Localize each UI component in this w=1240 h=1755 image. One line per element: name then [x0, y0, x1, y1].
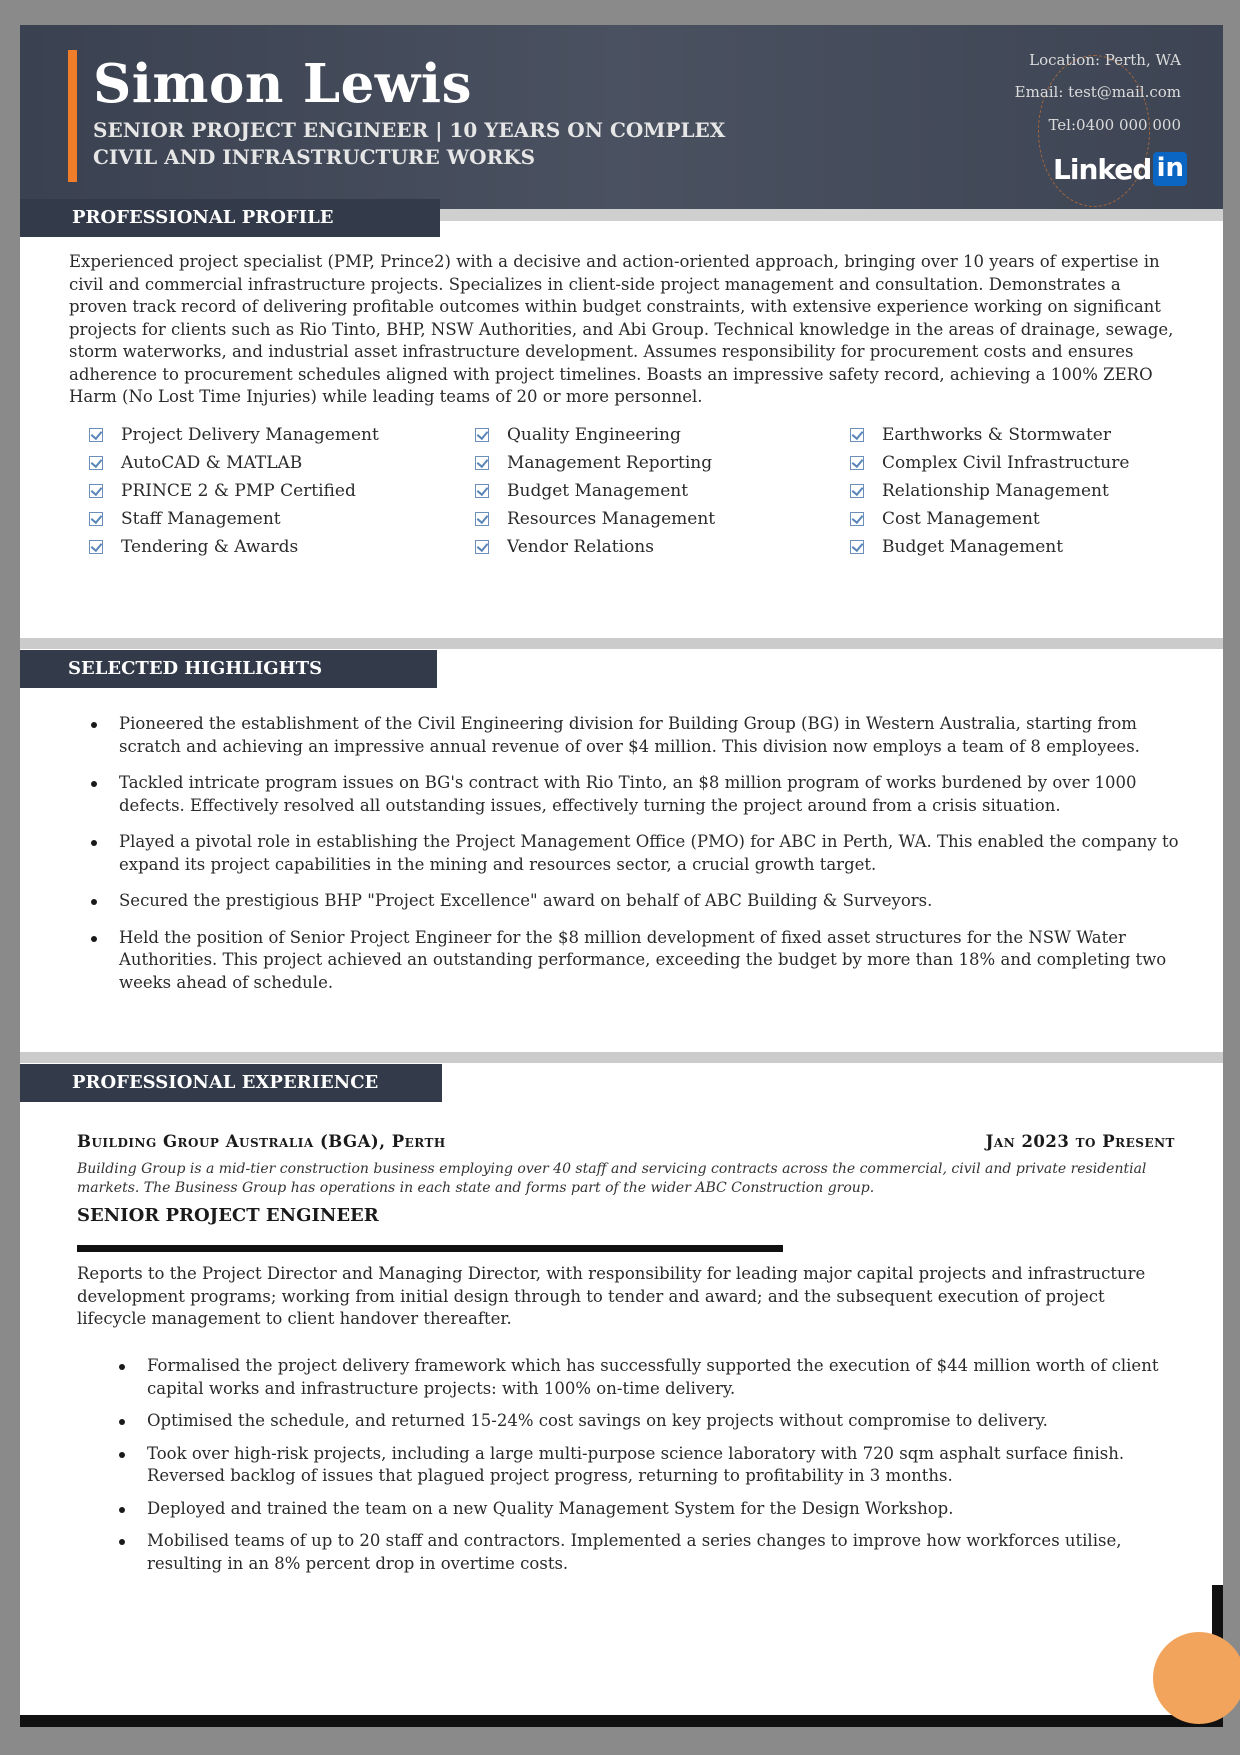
section-heading-experience: PROFESSIONAL EXPERIENCE — [20, 1064, 442, 1102]
company-description: Building Group is a mid-tier construction business employing over 40 staff and servicing contracts across the commercial, civil and private residential markets. The Business Group has operations in each state and forms part of the wider ABC Construction group. — [77, 1161, 1147, 1196]
skills-grid — [89, 423, 1169, 559]
skill-item — [475, 507, 850, 531]
profile-summary: Experienced project specialist (PMP, Prince2) with a decisive and action-oriented approach, bringing over 10 years of expertise in civil and commercial infrastructure projects. Specializes in client-side project management and consultation. Demonstrates a proven track record of delivering profitable outcomes within budget constraints, with extensive experience working on significant projects for clients such as Rio Tinto, BHP, NSW Authorities, and Abi Group. Technical knowledge in the areas of drainage, sewage, storm waterworks, and industrial asset infrastructure development. Assumes responsibility for procurement costs and ensures adherence to procurement schedules aligned with project timelines. Boasts an impressive safety record, achieving a 100% ZERO Harm (No Lost Time Injuries) while leading teams of 20 or more personnel. — [69, 252, 1174, 406]
skill-label: Resources Management — [507, 509, 716, 529]
skill-item — [475, 423, 850, 447]
skill-label: Vendor Relations — [507, 537, 654, 557]
checkbox-icon — [89, 456, 103, 470]
candidate-name: Simon Lewis — [93, 53, 472, 115]
checkbox-icon — [89, 428, 103, 442]
skill-item — [475, 451, 850, 475]
job-title-underline — [77, 1245, 783, 1252]
skill-item — [475, 479, 850, 503]
linkedin-logo-box: in — [1153, 152, 1187, 186]
checkbox-icon — [850, 456, 864, 470]
skill-label: Quality Engineering — [507, 425, 681, 445]
checkbox-icon — [475, 512, 489, 526]
skill-item — [475, 535, 850, 559]
contact-email[interactable]: Email: test@mail.com — [1014, 83, 1181, 101]
checkbox-icon — [850, 512, 864, 526]
accent-bar — [68, 50, 77, 182]
skill-label: Staff Management — [121, 509, 281, 529]
decorative-bottom-bar — [20, 1715, 1223, 1727]
skill-item — [89, 423, 475, 447]
candidate-title: SENIOR PROJECT ENGINEER | 10 YEARS ON COMPLEX CIVIL AND INFRASTRUCTURE WORKS — [93, 118, 726, 169]
skill-label: Earthworks & Stormwater — [882, 425, 1111, 445]
skill-item — [89, 479, 475, 503]
highlights-list — [89, 713, 1189, 994]
checkbox-icon — [850, 540, 864, 554]
job-title: SENIOR PROJECT ENGINEER — [77, 1205, 379, 1226]
skill-label: Budget Management — [507, 481, 689, 501]
resume-page — [20, 25, 1223, 1715]
role-summary: Reports to the Project Director and Managing Director, with responsibility for leading major capital projects and infrastructure development programs; working from initial design through to tender and award; and the subsequent execution of project lifecycle management to client handover thereafter. — [77, 1264, 1146, 1328]
skill-item — [850, 423, 1150, 447]
checkbox-icon — [475, 540, 489, 554]
section-divider — [20, 638, 1223, 649]
contact-location: Location: Perth, WA — [1029, 51, 1181, 69]
experience-bullets — [117, 1355, 1177, 1575]
checkbox-icon — [89, 484, 103, 498]
section-heading-highlights: SELECTED HIGHLIGHTS — [20, 650, 437, 688]
skill-label: Management Reporting — [507, 453, 713, 473]
skill-label: Relationship Management — [882, 481, 1109, 501]
list-item: Optimised the schedule, and returned 15-24% cost savings on key projects without compromise to delivery. — [117, 1410, 1177, 1433]
skill-item — [850, 507, 1150, 531]
list-item: Formalised the project delivery framework which has successfully supported the execution of $44 million worth of client capital works and infrastructure projects: with 100% on-time delivery. — [117, 1355, 1177, 1400]
skill-label: Complex Civil Infrastructure — [882, 453, 1130, 473]
skill-item — [89, 535, 475, 559]
linkedin-logo-icon[interactable] — [1053, 150, 1187, 188]
list-item: Mobilised teams of up to 20 staff and contractors. Implemented a series changes to improve how workforces utilise, resulting in an 8% percent drop in overtime costs. — [117, 1530, 1177, 1575]
company-name: Building Group Australia (BGA), Perth — [77, 1132, 446, 1151]
skill-label: Tendering & Awards — [121, 537, 299, 557]
skill-label: Budget Management — [882, 537, 1064, 557]
linkedin-logo-text: Linked — [1053, 152, 1152, 186]
list-item: Played a pivotal role in establishing the Project Management Office (PMO) for ABC in Perth, WA. This enabled the company to expand its project capabilities in the mining and resources sector, a crucial growth target. — [89, 831, 1189, 876]
list-item: Deployed and trained the team on a new Quality Management System for the Design Workshop. — [117, 1498, 1177, 1521]
list-item: Held the position of Senior Project Engineer for the $8 million development of fixed asset structures for the NSW Water Authorities. This project achieved an outstanding performance, exceeding the budget by more than 18% and completing two weeks ahead of schedule. — [89, 927, 1189, 995]
checkbox-icon — [89, 540, 103, 554]
skill-label: PRINCE 2 & PMP Certified — [121, 481, 356, 501]
checkbox-icon — [850, 484, 864, 498]
skill-label: Project Delivery Management — [121, 425, 379, 445]
skill-item — [89, 451, 475, 475]
skill-item — [89, 507, 475, 531]
checkbox-icon — [850, 428, 864, 442]
section-heading-profile: PROFESSIONAL PROFILE — [20, 199, 440, 237]
resume-header — [20, 25, 1223, 209]
checkbox-icon — [475, 428, 489, 442]
skill-item — [850, 535, 1150, 559]
decorative-orange-circle — [1153, 1632, 1240, 1724]
list-item: Pioneered the establishment of the Civil Engineering division for Building Group (BG) in Western Australia, starting from scratch and achieving an impressive annual revenue of over $4 million. This division now employs a team of 8 employees. — [89, 713, 1189, 758]
employment-dates: Jan 2023 to Present — [985, 1132, 1175, 1151]
checkbox-icon — [89, 512, 103, 526]
skill-item — [850, 451, 1150, 475]
list-item: Took over high-risk projects, including a large multi-purpose science laboratory with 720 sqm asphalt surface finish. Reversed backlog of issues that plagued project progress, returning to profitability in 3 months. — [117, 1443, 1177, 1488]
contact-phone: Tel:0400 000 000 — [1048, 116, 1181, 134]
list-item: Secured the prestigious BHP "Project Excellence" award on behalf of ABC Building & Surveyors. — [89, 890, 1189, 913]
checkbox-icon — [475, 484, 489, 498]
skill-item — [850, 479, 1150, 503]
list-item: Tackled intricate program issues on BG's contract with Rio Tinto, an $8 million program of works burdened by over 1000 defects. Effectively resolved all outstanding issues, effectively turning the project around from a crisis situation. — [89, 772, 1189, 817]
skill-label: AutoCAD & MATLAB — [121, 453, 303, 473]
checkbox-icon — [475, 456, 489, 470]
section-divider — [20, 1052, 1223, 1063]
skill-label: Cost Management — [882, 509, 1040, 529]
